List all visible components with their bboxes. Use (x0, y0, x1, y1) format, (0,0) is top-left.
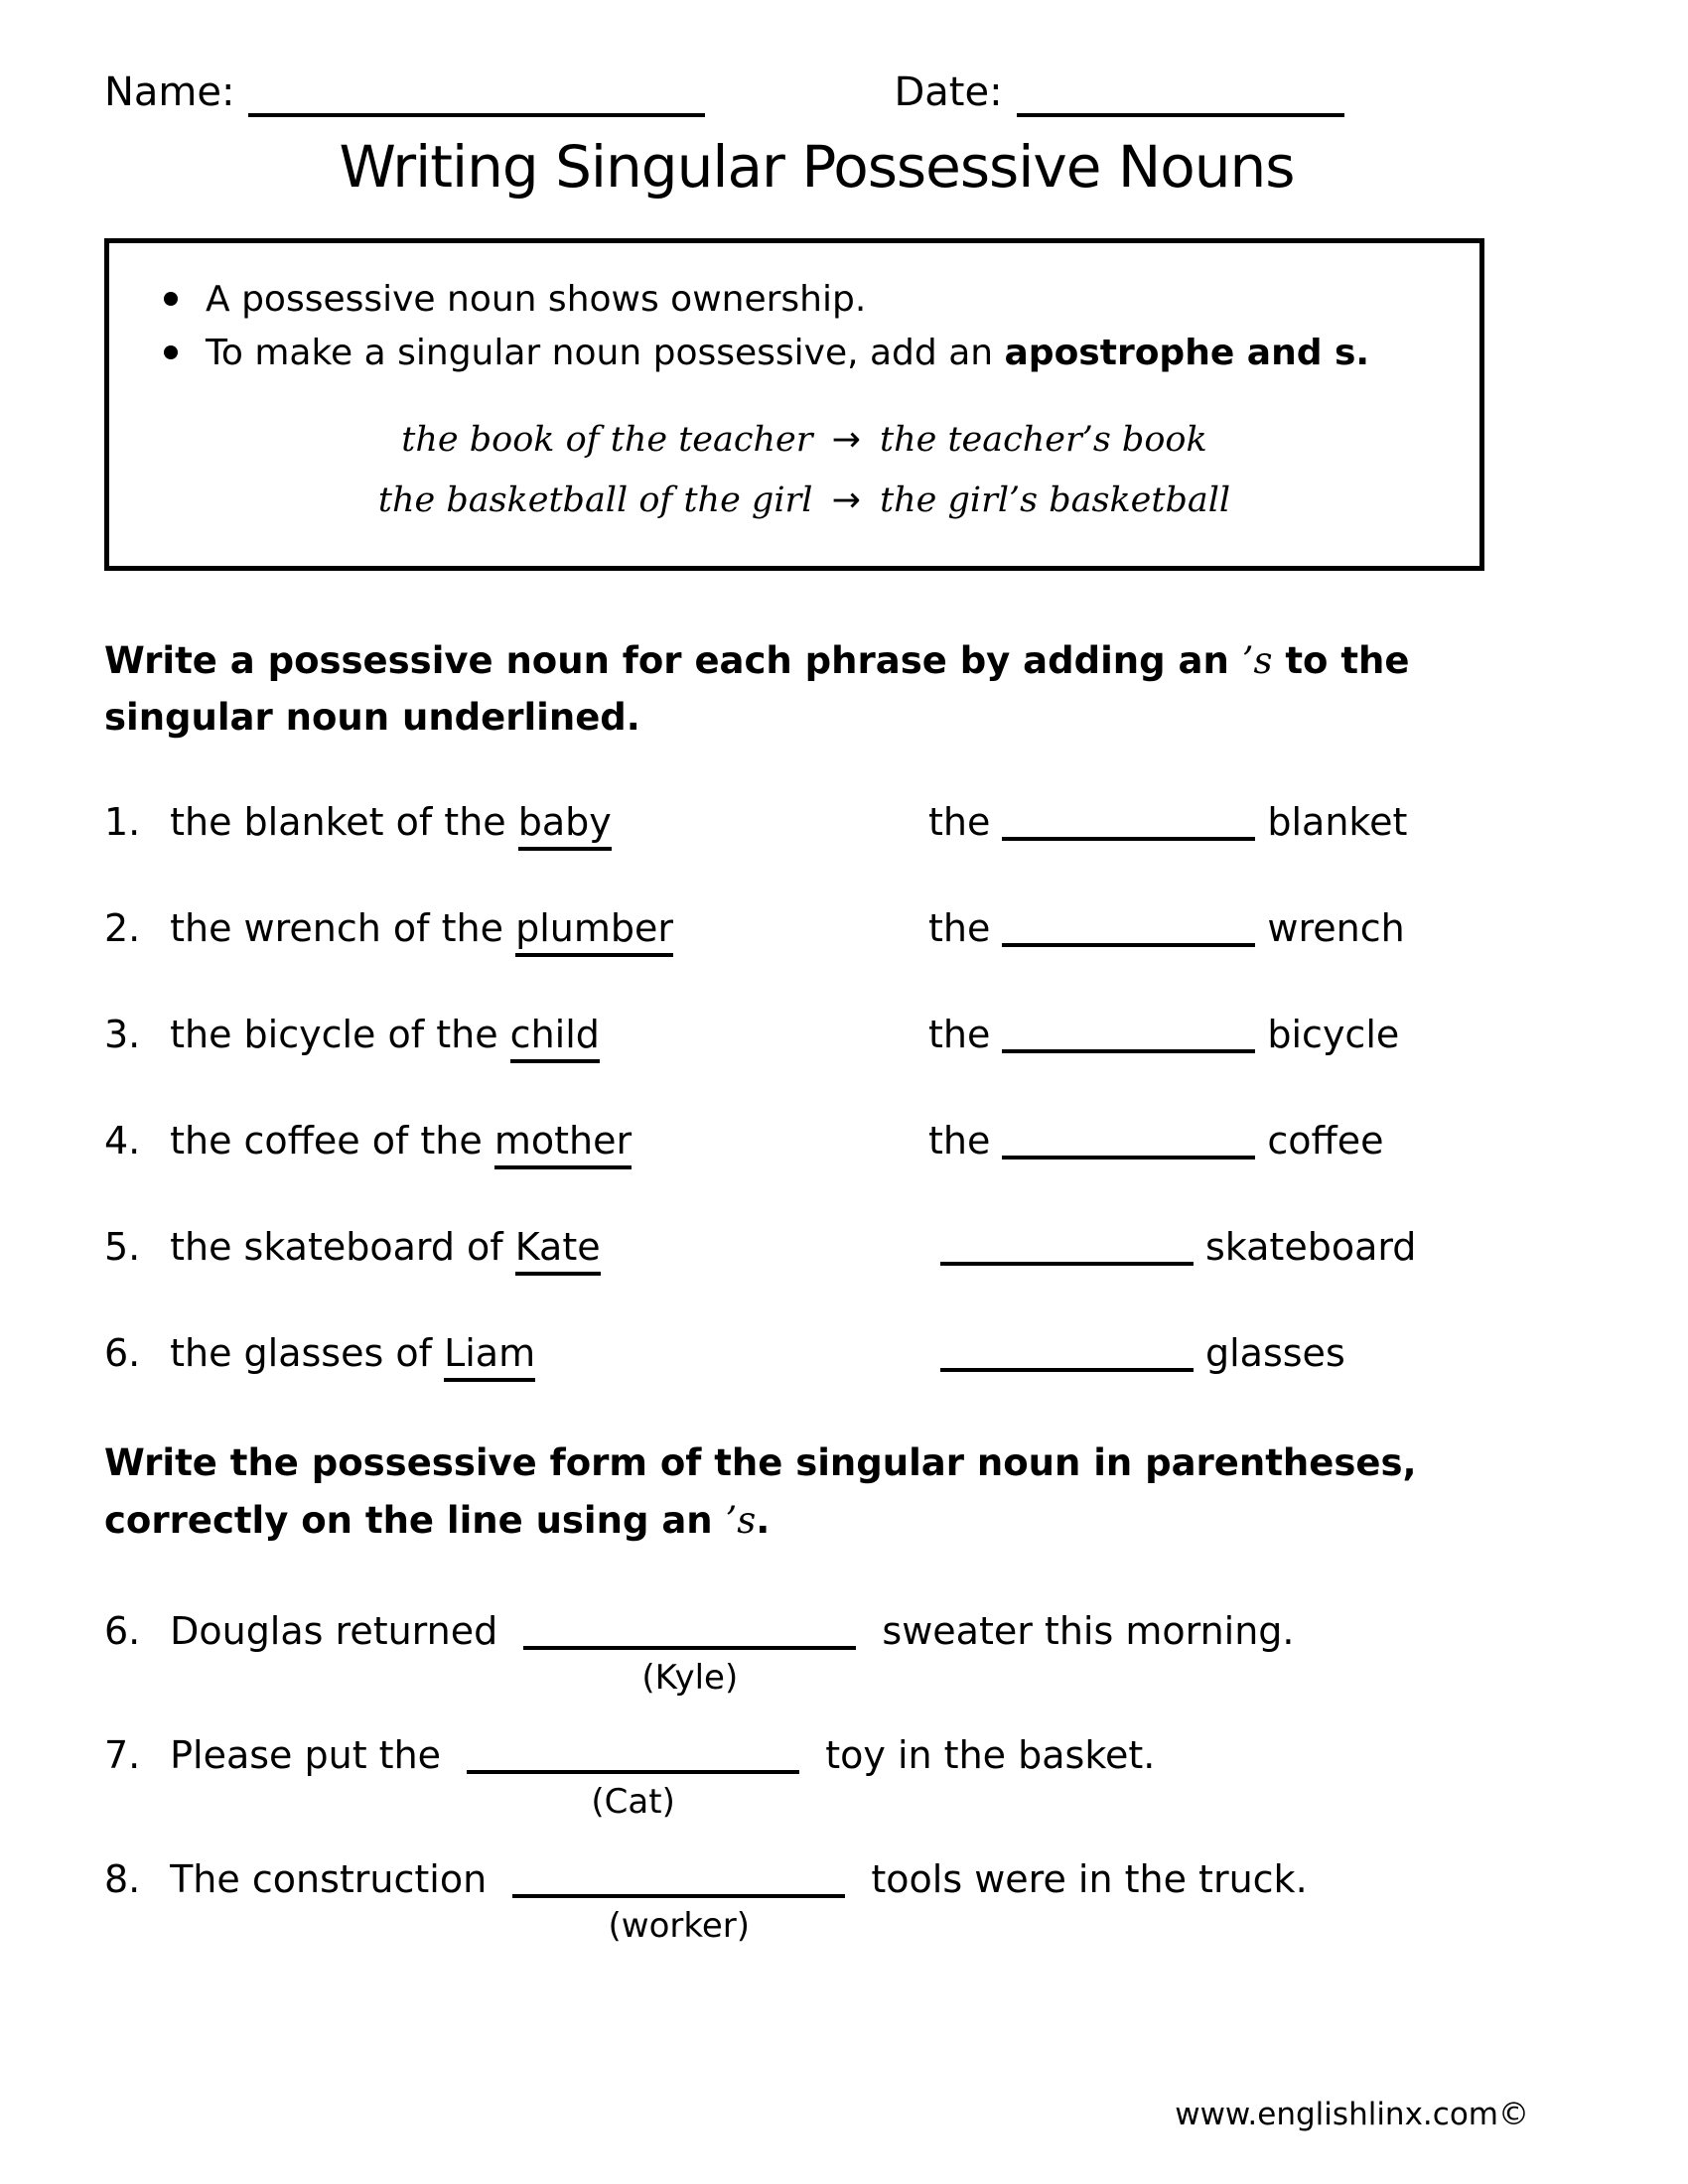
website-credit: www.englishlinx.com© (1175, 2097, 1529, 2132)
date-label: Date: (894, 69, 1003, 115)
item-number: 6. (104, 1331, 141, 1376)
phrase-text: the bicycle of the (170, 1013, 498, 1057)
sentence-row-7 (104, 1730, 1529, 1822)
bullet-icon (164, 345, 178, 359)
underlined-noun: Liam (444, 1331, 535, 1382)
item-number: 7. (104, 1732, 141, 1777)
underlined-noun: baby (518, 800, 612, 851)
item-number: 3. (104, 1013, 141, 1057)
rule-text-2: To make a singular noun possessive, add an apostrophe and s. (206, 333, 1370, 373)
answer-cell (928, 1010, 1399, 1056)
example-1-right: the teacher’s book (880, 420, 1207, 460)
exercise-row-5 (104, 1222, 1529, 1269)
answer-post: blanket (1267, 800, 1408, 845)
answer-blank-line[interactable] (1002, 909, 1255, 947)
exercise-row-6 (104, 1328, 1529, 1375)
rule-bullet-2 (164, 327, 1445, 380)
answer-blank-line[interactable] (1002, 803, 1255, 841)
parenthetical-noun: (Cat) (591, 1781, 675, 1822)
phrase-cell (104, 906, 928, 950)
item-number: 1. (104, 800, 141, 845)
bullet-icon (164, 292, 178, 306)
underlined-noun: mother (494, 1119, 632, 1169)
item-number: 5. (104, 1225, 141, 1270)
name-field-group (104, 69, 705, 115)
phrase-text: the blanket of the (170, 800, 506, 845)
exercise-row-2 (104, 903, 1529, 950)
answer-blank-line[interactable] (467, 1736, 799, 1774)
exercise-row-3 (104, 1010, 1529, 1056)
section1-instructions: Write a possessive noun for each phrase by adding an ’s to the singular noun underlined. (104, 638, 1410, 739)
answer-post: bicycle (1267, 1013, 1400, 1057)
parenthetical-noun: (worker) (608, 1905, 751, 1946)
date-field-group (894, 69, 1343, 115)
example-2 (164, 471, 1445, 531)
answer-blank-line[interactable] (940, 1334, 1194, 1372)
section2-instructions: Write the possessive form of the singular noun in parentheses, correctly on the line using an ’s. (104, 1441, 1417, 1542)
sentence-before: The construction (170, 1856, 488, 1901)
example-1 (164, 410, 1445, 471)
apostrophe-s: ’s (1241, 638, 1273, 682)
item-number: 2. (104, 906, 141, 951)
blank-group (523, 1606, 856, 1698)
underlined-noun: plumber (515, 906, 673, 957)
example-2-left: the basketball of the girl (377, 480, 813, 521)
answer-pre: the (928, 1013, 991, 1057)
sentence-before: Please put the (170, 1732, 442, 1777)
answer-post: skateboard (1205, 1225, 1417, 1270)
sentence-after: sweater this morning. (882, 1608, 1295, 1653)
answer-cell (928, 903, 1405, 950)
phrase-cell (104, 1119, 928, 1162)
answer-pre: the (928, 1119, 991, 1163)
name-label: Name: (104, 69, 235, 115)
exercise-row-1 (104, 797, 1529, 844)
item-number: 6. (104, 1608, 141, 1653)
answer-post: glasses (1205, 1331, 1345, 1376)
header-row (104, 69, 1529, 115)
item-number: 4. (104, 1119, 141, 1163)
answer-cell (928, 1222, 1416, 1269)
answer-pre: the (928, 906, 991, 951)
sentence-row-8 (104, 1854, 1529, 1946)
answer-blank-line[interactable] (512, 1860, 845, 1898)
phrase-cell (104, 1225, 928, 1269)
answer-blank-line[interactable] (523, 1612, 856, 1650)
item-number: 8. (104, 1856, 141, 1901)
answer-blank-line[interactable] (1002, 1122, 1255, 1160)
rule-bullet-1 (164, 273, 1445, 327)
answer-blank-line[interactable] (940, 1228, 1194, 1266)
apostrophe-s: ’s (725, 1498, 757, 1542)
answer-cell (928, 1328, 1345, 1375)
examples-block (164, 410, 1445, 532)
phrase-text: the coffee of the (170, 1119, 483, 1163)
phrase-cell (104, 800, 928, 844)
underlined-noun: Kate (515, 1225, 601, 1276)
answer-cell (928, 1116, 1383, 1162)
arrow-icon: → (831, 420, 861, 460)
example-2-right: the girl’s basketball (880, 480, 1231, 521)
exercise-row-4 (104, 1116, 1529, 1162)
phrase-cell (104, 1331, 928, 1375)
sentence-after: toy in the basket. (825, 1732, 1156, 1777)
answer-post: coffee (1267, 1119, 1384, 1163)
answer-post: wrench (1267, 906, 1405, 951)
phrase-text: the wrench of the (170, 906, 503, 951)
phrase-cell (104, 1013, 928, 1056)
sentence-after: tools were in the truck. (871, 1856, 1308, 1901)
blank-group (467, 1730, 799, 1822)
example-1-left: the book of the teacher (401, 420, 813, 460)
page-title: Writing Singular Possessive Nouns (339, 133, 1295, 201)
rule-text-1: A possessive noun shows ownership. (206, 279, 867, 320)
blank-group (512, 1854, 845, 1946)
answer-pre: the (928, 800, 991, 845)
rules-box (104, 238, 1484, 571)
parenthetical-noun: (Kyle) (641, 1657, 739, 1698)
name-blank-line[interactable] (248, 113, 705, 117)
sentence-before: Douglas returned (170, 1608, 498, 1653)
arrow-icon: → (831, 480, 861, 521)
answer-blank-line[interactable] (1002, 1016, 1255, 1053)
date-blank-line[interactable] (1017, 113, 1344, 117)
phrase-text: the skateboard of (170, 1225, 503, 1270)
phrase-text: the glasses of (170, 1331, 432, 1376)
sentence-row-6 (104, 1606, 1529, 1698)
answer-cell (928, 797, 1407, 844)
rule-text-2-bold: apostrophe and s. (1004, 333, 1370, 373)
underlined-noun: child (510, 1013, 600, 1063)
